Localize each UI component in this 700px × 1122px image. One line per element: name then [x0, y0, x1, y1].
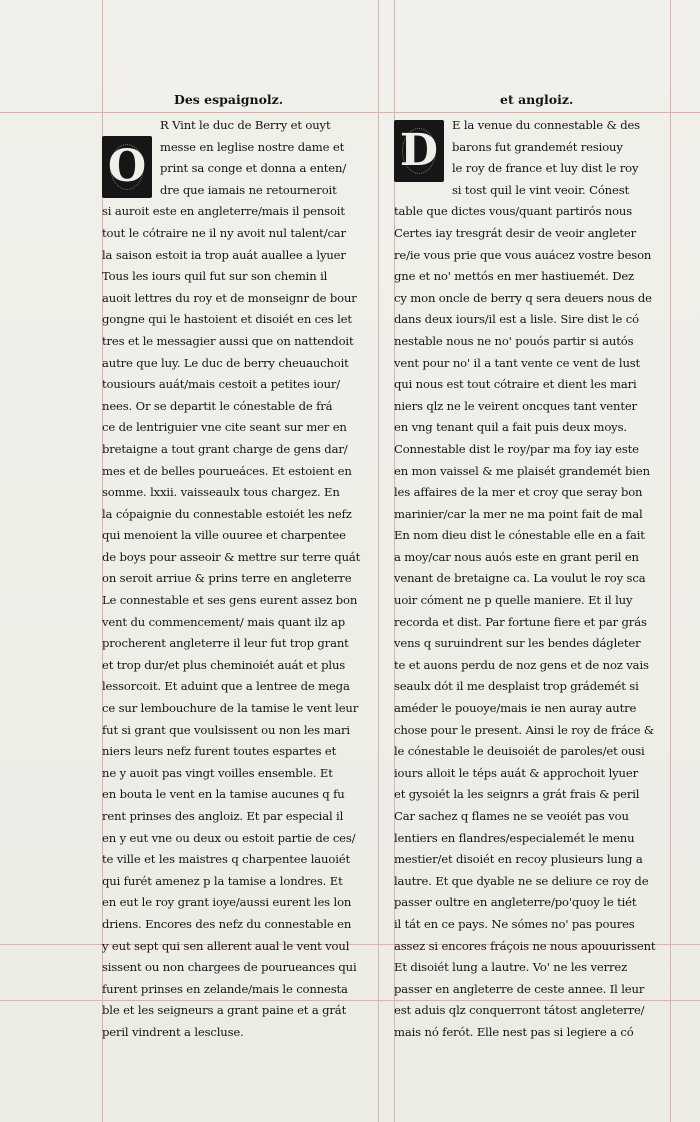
text-line: re/ie vous prie que vous auácez vostre beson: [394, 247, 652, 262]
text-line: a moy/car nous auós este en grant peril en: [394, 549, 639, 564]
text-line: nestable nous ne no' pouós partir si autós: [394, 333, 634, 348]
text-line: ble et les seigneurs a grant paine et a grát: [102, 1003, 347, 1018]
text-line: passer oultre en angleterre/po'quoy le tiét: [394, 895, 637, 910]
text-line: dans deux iours/il est a lisle. Sire dist le có: [394, 312, 639, 327]
text-line: nees. Or se departit le cónestable de frá: [102, 398, 333, 413]
text-line: marinier/car la mer ne ma point fait de mal: [394, 506, 643, 521]
text-line: mais nó ferót. Elle nest pas si legiere a có: [394, 1024, 634, 1039]
text-line: passer en angleterre de ceste annee. Il leur: [394, 981, 645, 996]
text-line: R Vint le duc de Berry et ouyt: [160, 118, 331, 132]
text-line: et gysoiét la les seignrs a grát frais & peril: [394, 787, 640, 802]
text-line: ce de lentriguier vne cite seant sur mer en: [102, 420, 347, 435]
text-line: gne et no' mettós en mer hastiuemét. Dez: [394, 269, 635, 284]
text-line: si auroit este en angleterre/mais il pensoit: [102, 204, 345, 219]
text-line: qui furét amenez p la tamise a londres. Et: [102, 873, 343, 888]
text-line: somme. lxxii. vaisseaulx tous chargez. En: [102, 485, 340, 500]
text-line: uoir cóment ne p quelle maniere. Et il luy: [394, 593, 633, 608]
text-line: auoit lettres du roy et de monseignr de bour: [102, 290, 357, 305]
text-line: ce sur lembouchure de la tamise le vent leur: [102, 701, 359, 716]
text-line: qui nous est tout cótraire et dient les mari: [394, 377, 637, 392]
text-line: table que dictes vous/quant partirós nous: [394, 204, 633, 219]
text-line: te et auons perdu de noz gens et de noz vais: [394, 657, 649, 672]
text-line: en vng tenant quil a fait puis deux moys.: [394, 420, 627, 435]
text-line: le roy de france et luy dist le roy: [452, 161, 639, 176]
text-line: messe en leglise nostre dame et: [160, 139, 345, 154]
text-line: en y eut vne ou deux ou estoit partie de ces/: [102, 830, 356, 845]
text-line: est aduis qlz conquerront tátost angleterre/: [394, 1003, 645, 1018]
rule-line: [670, 0, 671, 1122]
text-line: gongne qui le hastoient et disoiét en ces let: [102, 312, 352, 327]
text-line: y eut sept qui sen allerent aual le vent voul: [102, 938, 350, 953]
rule-line: [378, 0, 379, 1122]
text-line: print sa conge et donna a enten/: [160, 161, 347, 176]
running-head-left: Des espaignolz.: [174, 92, 284, 107]
text-line: Certes iay tresgrát desir de veoir angleter: [394, 225, 636, 240]
text-line: en mon vaissel & me plaisét grandemét bien: [394, 463, 650, 478]
text-line: te ville et les maistres q charpentee lauoiét: [102, 852, 350, 867]
text-line: E la venue du connestable & des: [452, 118, 640, 132]
text-line: iours alloit le téps auát & approchoit lyuer: [394, 765, 638, 780]
text-line: fut si grant que voulsissent ou non les mari: [102, 722, 350, 737]
text-line: en eut le roy grant ioye/aussi eurent les lon: [102, 895, 352, 910]
text-line: la saison estoit ia trop auát auallee a lyuer: [102, 247, 346, 262]
right-text-column: [394, 92, 670, 1044]
text-line: et trop dur/et plus cheminoiét auát et plus: [102, 657, 346, 672]
text-line: driens. Encores des nefz du connestable en: [102, 916, 352, 931]
text-line: dre que iamais ne retourneroit: [160, 182, 337, 197]
text-line: ne y auoit pas vingt voilles ensemble. Et: [102, 765, 333, 780]
text-line: on seroit arriue & prins terre en angleterre: [102, 571, 352, 586]
decorated-initial-right: D: [394, 120, 444, 182]
text-line: lessorcoit. Et aduint que a lentree de mega: [102, 679, 350, 694]
text-line: qui menoient la ville ouuree et charpentee: [102, 528, 346, 543]
text-line: autre que luy. Le duc de berry cheuauchoit: [102, 355, 349, 370]
text-line: Le connestable et ses gens eurent assez bon: [102, 593, 358, 608]
text-line: Connestable dist le roy/par ma foy iay este: [394, 441, 639, 456]
text-line: en bouta le vent en la tamise aucunes q fu: [102, 787, 345, 802]
text-line: la cópaignie du connestable estoiét les nefz: [102, 506, 352, 521]
text-line: tousiours auát/mais cestoit a petites iour/: [102, 377, 341, 392]
text-line: En nom dieu dist le cónestable elle en a fait: [394, 528, 645, 543]
text-line: Tous les iours quil fut sur son chemin il: [102, 269, 328, 284]
text-line: Car sachez q flames ne se veoiét pas vou: [394, 809, 629, 823]
text-line: bretaigne a tout grant charge de gens dar/: [102, 441, 348, 456]
text-line: de boys pour asseoir & mettre sur terre quát: [102, 549, 361, 564]
text-line: Et disoiét lung a lautre. Vo' ne les verrez: [394, 960, 628, 975]
text-line: recorda et dist. Par fortune fiere et par grás: [394, 614, 647, 629]
text-line: sissent ou non chargees de pourueances qui: [102, 960, 357, 975]
text-line: assez si encores fráçois ne nous apouurissent: [394, 938, 656, 953]
text-line: lautre. Et que dyable ne se deliure ce roy de: [394, 873, 649, 888]
text-line: lentiers en flandres/especialemét le menu: [394, 830, 635, 845]
text-line: vens q suruindrent sur les bendes dágleter: [394, 636, 641, 651]
text-line: tout le cótraire ne il ny avoit nul talent/car: [102, 225, 346, 240]
text-line: furent prinses en zelande/mais le connesta: [102, 981, 348, 996]
text-line: améder le pouoye/mais ie nen auray autre: [394, 701, 637, 716]
text-line: chose pour le present. Ainsi le roy de fráce &: [394, 722, 654, 737]
text-line: mes et de belles pourueáces. Et estoient en: [102, 463, 352, 478]
text-line: niers leurs nefz furent toutes espartes et: [102, 744, 337, 759]
text-line: venant de bretaigne ca. La voulut le roy sca: [394, 571, 646, 586]
text-line: rent prinses des angloiz. Et par especial il: [102, 809, 344, 823]
text-line: vent pour no' il a tant vente ce vent de lust: [394, 355, 641, 370]
text-line: tres et le messagier aussi que on nattendoit: [102, 333, 354, 348]
text-line: le cónestable le deuisoiét de paroles/et ousi: [394, 744, 645, 759]
text-line: barons fut grandemét resiouy: [452, 139, 623, 154]
text-line: peril vindrent a lescluse.: [102, 1024, 244, 1039]
text-line: cy mon oncle de berry q sera deuers nous de: [394, 290, 652, 305]
text-line: niers qlz ne le veirent oncques tant venter: [394, 398, 637, 413]
text-line: les affaires de la mer et croy que seray bon: [394, 485, 643, 500]
left-text-column: [102, 92, 378, 1044]
text-line: procherent angleterre il leur fut trop grant: [102, 636, 349, 651]
text-line: si tost quil le vint veoir. Cónest: [452, 182, 630, 197]
text-line: il tát en ce pays. Ne sómes no' pas poures: [394, 916, 635, 931]
text-line: seaulx dót il me desplaist trop grádemét si: [394, 679, 639, 694]
running-head-right: et angloiz.: [500, 92, 574, 107]
text-line: vent du commencement/ mais quant ilz ap: [102, 614, 346, 629]
text-line: mestier/et disoiét en recoy plusieurs lung a: [394, 852, 643, 867]
decorated-initial-left: O: [102, 136, 152, 198]
